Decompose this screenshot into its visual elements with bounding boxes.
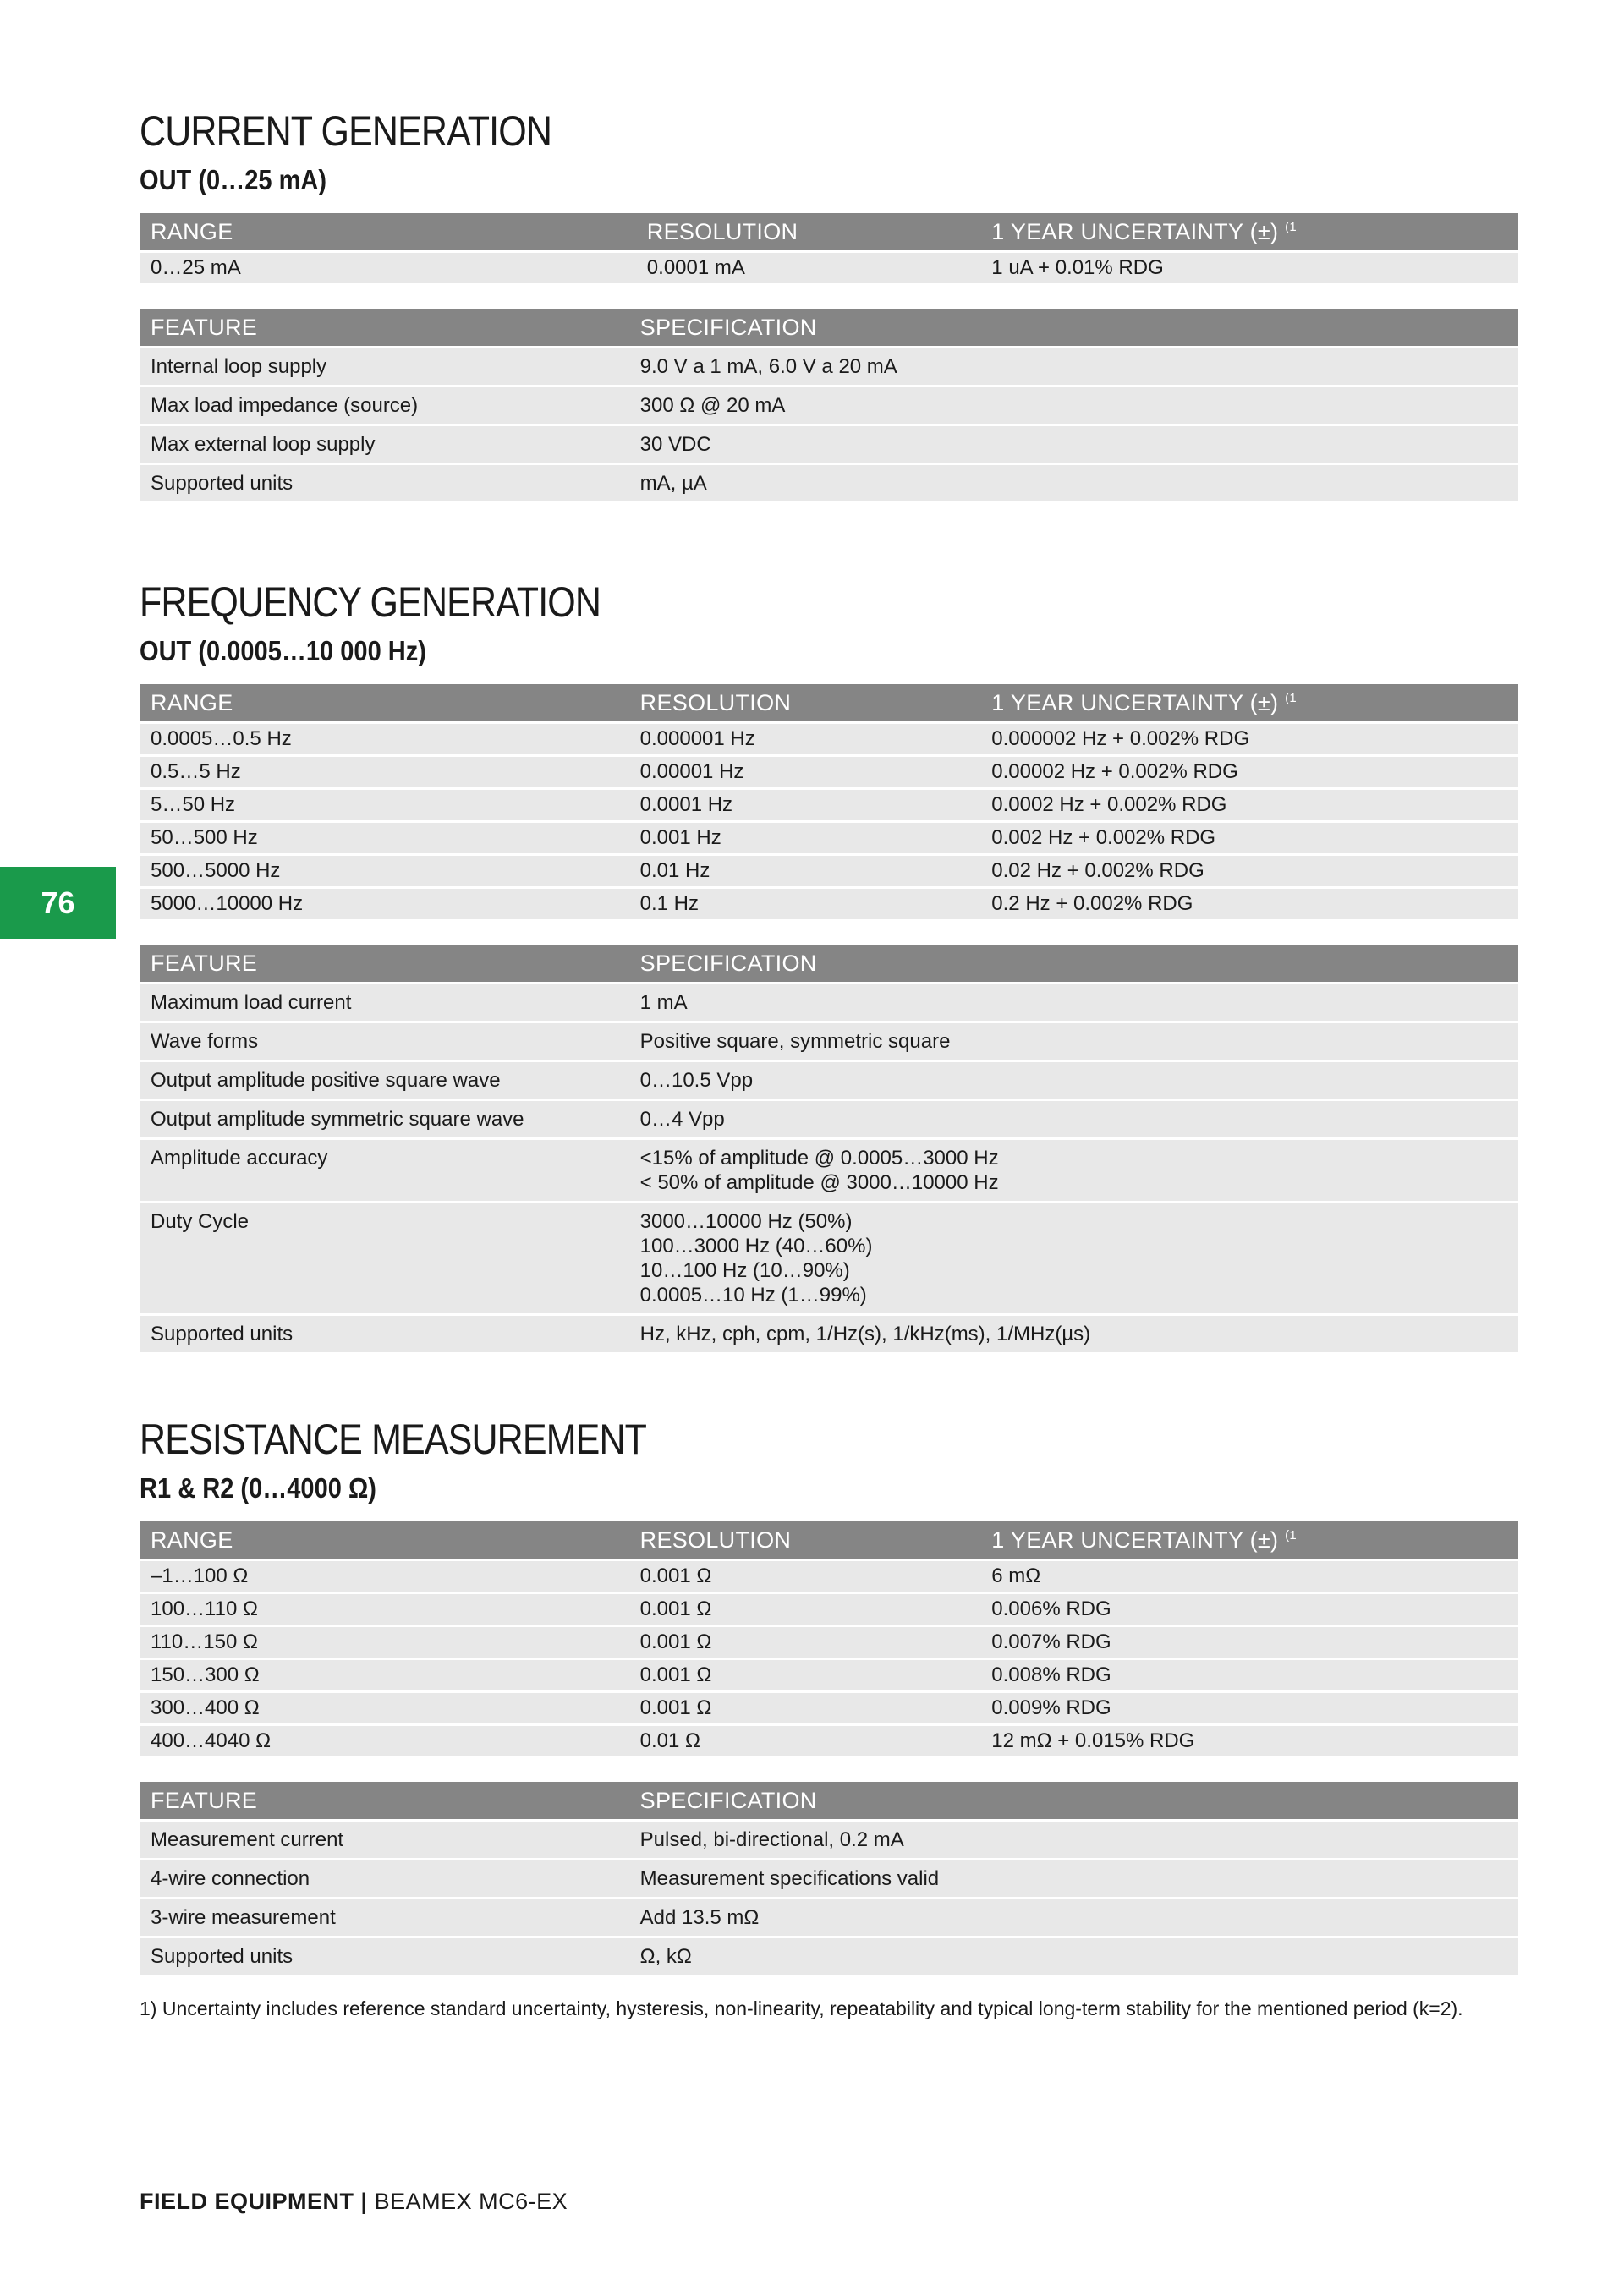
table-row — [140, 790, 1518, 820]
table-cell: –1…100 Ω — [140, 1561, 629, 1592]
table-cell: 0.001 Hz — [629, 823, 981, 853]
table-cell: 0.0005…0.5 Hz — [140, 724, 629, 754]
table-row — [140, 253, 1518, 283]
range-column-header — [629, 1521, 981, 1559]
range-table-header — [140, 213, 1518, 250]
table-row — [140, 823, 1518, 853]
table-row — [140, 1203, 1518, 1313]
table-row — [140, 1660, 1518, 1690]
range-column-header — [636, 213, 981, 250]
range-table-body — [140, 724, 1518, 919]
table-cell: 0.000002 Hz + 0.002% RDG — [980, 724, 1518, 754]
feature-table — [140, 942, 1518, 1355]
feature-column-header: SPECIFICATION — [629, 1782, 1518, 1819]
feature-name-cell: Supported units — [140, 465, 629, 501]
specification-cell — [629, 984, 1518, 1021]
range-table-wrap — [140, 211, 1518, 286]
specification-line: 10…100 Hz (10…90%) — [639, 1259, 850, 1282]
specification-cell — [629, 1860, 1518, 1897]
current-generation-section — [140, 106, 1518, 504]
specification-line: 100…3000 Hz (40…60%) — [639, 1235, 873, 1258]
table-row — [140, 1594, 1518, 1625]
table-cell: 12 mΩ + 0.015% RDG — [980, 1726, 1518, 1756]
specification-line: 9.0 V a 1 mA, 6.0 V a 20 mA — [639, 355, 897, 378]
range-table-wrap — [140, 682, 1518, 922]
range-column-header — [140, 684, 629, 721]
footer-category: FIELD EQUIPMENT — [140, 2189, 354, 2214]
table-cell: 0.001 Ω — [629, 1693, 981, 1723]
specification-cell — [629, 1938, 1518, 1975]
range-header-row — [140, 213, 1518, 250]
specification-line: Pulsed, bi-directional, 0.2 mA — [639, 1828, 904, 1851]
feature-table-wrap — [140, 942, 1518, 1355]
feature-name-cell: Internal loop supply — [140, 348, 629, 385]
feature-column-header: SPECIFICATION — [629, 309, 1518, 346]
feature-name-cell: Amplitude accuracy — [140, 1140, 629, 1201]
specification-cell — [629, 387, 1518, 424]
feature-table-header — [140, 945, 1518, 982]
specification-line: 30 VDC — [639, 433, 711, 456]
specification-line: 0.0005…10 Hz (1…99%) — [639, 1284, 867, 1307]
feature-name-cell: Max external loop supply — [140, 426, 629, 463]
table-cell: 0.5…5 Hz — [140, 757, 629, 787]
feature-column-header: FEATURE — [140, 945, 629, 982]
table-cell: 0.001 Ω — [629, 1627, 981, 1658]
feature-name-cell: Output amplitude symmetric square wave — [140, 1101, 629, 1137]
table-cell: 0.01 Hz — [629, 856, 981, 886]
column-header-label: 1 YEAR UNCERTAINTY (±) — [991, 1526, 1279, 1553]
specification-line: Add 13.5 mΩ — [639, 1906, 760, 1929]
table-row — [140, 1062, 1518, 1099]
feature-name-cell: 3-wire measurement — [140, 1899, 629, 1936]
table-cell: 0.01 Ω — [629, 1726, 981, 1756]
specification-line: < 50% of amplitude @ 3000…10000 Hz — [639, 1171, 999, 1194]
page-footer — [140, 2189, 568, 2215]
range-header-row — [140, 1521, 1518, 1559]
table-row — [140, 1899, 1518, 1936]
feature-name-cell: Max load impedance (source) — [140, 387, 629, 424]
section-subtitle: R1 & R2 (0…4000 Ω) — [140, 1472, 376, 1504]
table-row — [140, 1561, 1518, 1592]
table-cell: 0.001 Ω — [629, 1660, 981, 1690]
range-table-body — [140, 253, 1518, 283]
specification-cell — [629, 1140, 1518, 1201]
column-header-label: 1 YEAR UNCERTAINTY (±) — [991, 689, 1279, 715]
feature-table-wrap — [140, 306, 1518, 504]
column-header-label: RANGE — [151, 689, 233, 715]
feature-column-header: FEATURE — [140, 309, 629, 346]
footnote-mark: (1 — [1285, 1527, 1298, 1543]
specification-line: 1 mA — [639, 991, 688, 1014]
table-row — [140, 984, 1518, 1021]
range-header-row — [140, 684, 1518, 721]
specification-cell — [629, 1023, 1518, 1060]
feature-name-cell: Supported units — [140, 1316, 629, 1352]
resistance-measurement-section — [140, 1414, 1518, 1977]
specification-cell — [629, 1822, 1518, 1858]
column-header-label: RESOLUTION — [639, 1526, 792, 1553]
frequency-generation-section — [140, 577, 1518, 1355]
footer-product: BEAMEX MC6-EX — [374, 2189, 568, 2214]
specification-line: 300 Ω @ 20 mA — [639, 394, 786, 417]
feature-name-cell: Measurement current — [140, 1822, 629, 1858]
range-column-header — [980, 213, 1518, 250]
feature-header-row — [140, 309, 1518, 346]
table-cell: 0.001 Ω — [629, 1561, 981, 1592]
feature-header-row — [140, 1782, 1518, 1819]
specification-line: Positive square, symmetric square — [639, 1030, 951, 1053]
table-cell: 1 uA + 0.01% RDG — [980, 253, 1518, 283]
footnote-mark: (1 — [1285, 219, 1298, 234]
range-table — [140, 682, 1518, 922]
table-cell: 150…300 Ω — [140, 1660, 629, 1690]
table-row — [140, 757, 1518, 787]
table-cell: 300…400 Ω — [140, 1693, 629, 1723]
table-cell: 0.02 Hz + 0.002% RDG — [980, 856, 1518, 886]
table-row — [140, 1726, 1518, 1756]
column-header-label: RANGE — [151, 1526, 233, 1553]
table-row — [140, 1627, 1518, 1658]
specification-cell — [629, 1316, 1518, 1352]
table-row — [140, 426, 1518, 463]
table-cell: 0.00002 Hz + 0.002% RDG — [980, 757, 1518, 787]
table-row — [140, 856, 1518, 886]
table-cell: 0.1 Hz — [629, 889, 981, 919]
feature-table — [140, 1779, 1518, 1977]
specification-line: <15% of amplitude @ 0.0005…3000 Hz — [639, 1147, 999, 1170]
range-table-wrap — [140, 1519, 1518, 1759]
specification-cell — [629, 465, 1518, 501]
table-row — [140, 387, 1518, 424]
feature-table-body — [140, 984, 1518, 1352]
table-row — [140, 1316, 1518, 1352]
table-row — [140, 724, 1518, 754]
feature-table-body — [140, 348, 1518, 501]
table-cell: 0…25 mA — [140, 253, 636, 283]
table-cell: 0.009% RDG — [980, 1693, 1518, 1723]
uncertainty-footnote: 1) Uncertainty includes reference standard uncertainty, hysteresis, non-linearity, repeatability and typical long-term stability for the mentioned period (k=2). — [140, 1997, 1463, 2019]
section-title: RESISTANCE MEASUREMENT — [140, 1416, 647, 1463]
feature-table-body — [140, 1822, 1518, 1975]
range-column-header — [629, 684, 981, 721]
table-cell: 5000…10000 Hz — [140, 889, 629, 919]
table-row — [140, 889, 1518, 919]
specification-line: mA, µA — [639, 472, 707, 495]
table-row — [140, 465, 1518, 501]
table-cell: 500…5000 Hz — [140, 856, 629, 886]
feature-name-cell: Output amplitude positive square wave — [140, 1062, 629, 1099]
table-cell: 0.0002 Hz + 0.002% RDG — [980, 790, 1518, 820]
table-cell: 400…4040 Ω — [140, 1726, 629, 1756]
feature-header-row — [140, 945, 1518, 982]
feature-table — [140, 306, 1518, 504]
specification-cell — [629, 1203, 1518, 1313]
table-cell: 0.002 Hz + 0.002% RDG — [980, 823, 1518, 853]
feature-name-cell: 4-wire connection — [140, 1860, 629, 1897]
feature-column-header: SPECIFICATION — [629, 945, 1518, 982]
specification-line: Hz, kHz, cph, cpm, 1/Hz(s), 1/kHz(ms), 1/MHz(µs) — [639, 1323, 1091, 1345]
range-column-header — [980, 1521, 1518, 1559]
footnote-mark: (1 — [1285, 690, 1298, 705]
range-column-header — [140, 213, 636, 250]
range-column-header — [980, 684, 1518, 721]
specification-cell — [629, 1899, 1518, 1936]
page-number: 76 — [41, 885, 75, 920]
footer-separator: | — [360, 2189, 368, 2214]
table-cell: 50…500 Hz — [140, 823, 629, 853]
table-cell: 0.2 Hz + 0.002% RDG — [980, 889, 1518, 919]
feature-name-cell: Supported units — [140, 1938, 629, 1975]
feature-name-cell: Duty Cycle — [140, 1203, 629, 1313]
range-table-header — [140, 1521, 1518, 1559]
table-row — [140, 1023, 1518, 1060]
column-header-label: 1 YEAR UNCERTAINTY (±) — [991, 218, 1279, 244]
section-subtitle: OUT (0…25 mA) — [140, 164, 327, 195]
range-table-header — [140, 684, 1518, 721]
section-subtitle: OUT (0.0005…10 000 Hz) — [140, 635, 426, 666]
section-title: FREQUENCY GENERATION — [140, 578, 601, 626]
table-cell: 0.006% RDG — [980, 1594, 1518, 1625]
specification-cell — [629, 1062, 1518, 1099]
feature-table-header — [140, 309, 1518, 346]
section-title: CURRENT GENERATION — [140, 107, 552, 155]
table-cell: 0.00001 Hz — [629, 757, 981, 787]
range-table — [140, 211, 1518, 286]
table-row — [140, 1938, 1518, 1975]
feature-table-wrap — [140, 1779, 1518, 1977]
feature-column-header: FEATURE — [140, 1782, 629, 1819]
specification-line: Ω, kΩ — [639, 1945, 692, 1968]
range-column-header — [140, 1521, 629, 1559]
range-table — [140, 1519, 1518, 1759]
table-row — [140, 1693, 1518, 1723]
specification-cell — [629, 426, 1518, 463]
table-cell: 0.007% RDG — [980, 1627, 1518, 1658]
table-cell: 100…110 Ω — [140, 1594, 629, 1625]
table-row — [140, 1101, 1518, 1137]
table-cell: 5…50 Hz — [140, 790, 629, 820]
feature-table-header — [140, 1782, 1518, 1819]
specification-cell — [629, 1101, 1518, 1137]
table-row — [140, 348, 1518, 385]
page-number-tab — [0, 867, 116, 939]
specification-line: 0…4 Vpp — [639, 1108, 725, 1131]
table-cell: 0.0001 mA — [636, 253, 981, 283]
specification-line: 0…10.5 Vpp — [639, 1069, 754, 1092]
table-cell: 0.008% RDG — [980, 1660, 1518, 1690]
table-row — [140, 1140, 1518, 1201]
table-cell: 0.000001 Hz — [629, 724, 981, 754]
specification-cell — [629, 348, 1518, 385]
table-row — [140, 1822, 1518, 1858]
column-header-label: RANGE — [151, 218, 233, 244]
feature-name-cell: Wave forms — [140, 1023, 629, 1060]
column-header-label: RESOLUTION — [646, 218, 798, 244]
table-row — [140, 1860, 1518, 1897]
feature-name-cell: Maximum load current — [140, 984, 629, 1021]
specification-line: 3000…10000 Hz (50%) — [639, 1210, 853, 1233]
table-cell: 6 mΩ — [980, 1561, 1518, 1592]
column-header-label: RESOLUTION — [639, 689, 792, 715]
range-table-body — [140, 1561, 1518, 1756]
table-cell: 0.0001 Hz — [629, 790, 981, 820]
table-cell: 110…150 Ω — [140, 1627, 629, 1658]
table-cell: 0.001 Ω — [629, 1594, 981, 1625]
specification-line: Measurement specifications valid — [639, 1867, 940, 1890]
